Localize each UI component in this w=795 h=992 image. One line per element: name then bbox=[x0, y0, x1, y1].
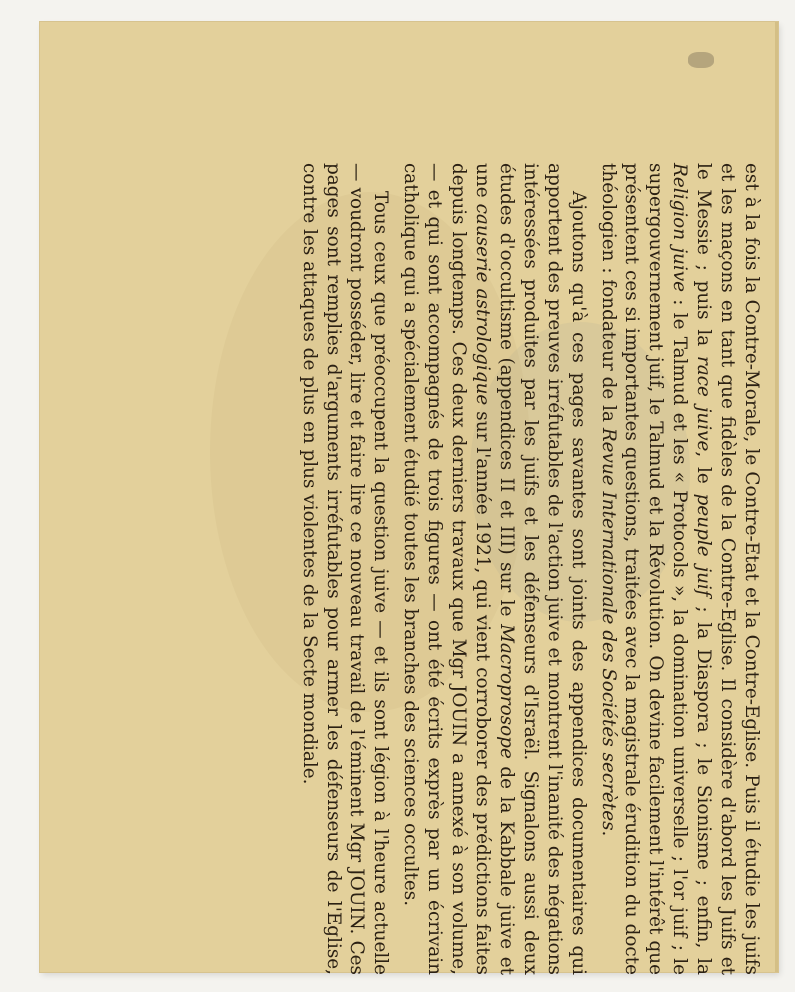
ink-blot bbox=[688, 52, 714, 68]
paragraph-2: Ajoutons qu'à ces pages savantes sont joints des appendices documentaires qui apportent des preuves irréfutables de l'action juive et montrent l'inanité des négations intéressées produites par les juifs et les défenseurs d'Israël. Signalons aussi deux études d'occultisme (appendices II et III) sur le Macroprosope de la Kabbale juive et une causerie astrologique sur l'année 1921, qui vient corroborer des prédictions faites depuis longtemps. Ces deux derniers travaux que Mgr JOUIN a annexé à son volume, — et qui sont accompagnés de trois figures — ont été écrits exprès par un écrivain catholique qui a spécialement étudié toutes les branches des sciences occultes. bbox=[400, 163, 589, 975]
paragraph-3: Tous ceux que préoccupent la question juive — et ils sont légion à l'heure actuelle — voudront posséder, lire et faire lire ce nouveau travail de l'éminent Mgr JOUIN. Ces pages sont remplies d'arguments irréfutables pour armer les défenseurs de l'Eglise, contre les attaques de plus en plus violentes de la Secte mondiale. bbox=[298, 163, 392, 975]
rotated-text-block bbox=[188, 163, 763, 975]
paragraph-1: est à la fois la Contre-Morale, le Contre-Etat et la Contre-Eglise. Puis il étudie les juifs et les maçons en tant que fidèles de la Contre-Eglise. Il considère d'abord les Juifs et le Messie ; puis la race juive, le peuple juif ; la Diaspora ; le Sionisme ; enfin, la Religion juive : le Talmud et les « Protocols », la domination universelle ; l'or juif ; le supergouvernement juif, le Talmud et la Révolution. On devine facilement l'intérêt que présentent ces si importantes questions, traitées avec la magistrale érudition du docte théologien : fondateur de la Revue Internationale des Sociétés secrètes. bbox=[597, 163, 762, 975]
